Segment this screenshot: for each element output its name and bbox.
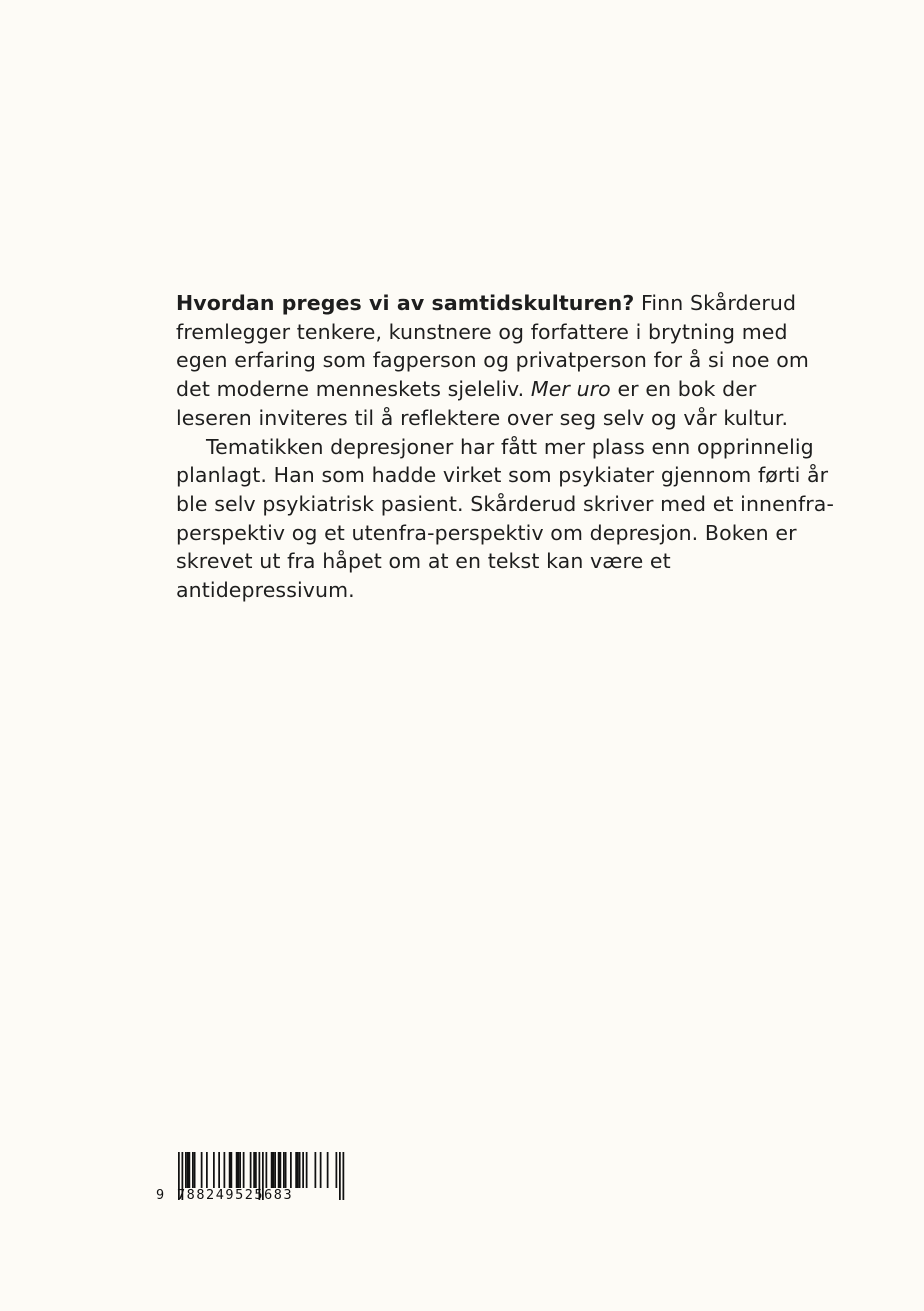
barcode-bar [243, 1152, 245, 1188]
barcode-bar [336, 1152, 338, 1188]
barcode-bar [320, 1152, 322, 1188]
isbn-number [156, 1185, 346, 1205]
barcode-bar [295, 1152, 297, 1188]
barcode-bar [238, 1152, 240, 1188]
barcode-bar [187, 1152, 189, 1188]
barcode-bar [274, 1152, 276, 1188]
barcode-bar [273, 1152, 275, 1188]
isbn-remaining-digits: 788249525683 [177, 1187, 294, 1203]
barcode-bar [290, 1152, 292, 1188]
barcode-bar [297, 1152, 299, 1188]
barcode-bar [229, 1152, 231, 1188]
barcode-bar [224, 1152, 226, 1188]
barcode-bar [201, 1152, 203, 1188]
barcode-bar [306, 1152, 308, 1188]
barcode-bar [218, 1152, 220, 1188]
blurb-lead-question: Hvordan preges vi av samtidskulturen? [176, 291, 635, 315]
barcode-bar [192, 1152, 194, 1188]
barcode-bar [327, 1152, 329, 1188]
blurb-text: er en bok der leseren inviteres til å reflektere over seg selv og vår kultur. [176, 377, 789, 430]
back-cover-blurb [176, 289, 836, 605]
barcode-bar [231, 1152, 233, 1188]
barcode-bar [255, 1152, 257, 1188]
barcode-bar [253, 1152, 255, 1188]
barcode-bar [278, 1152, 280, 1188]
book-title-italic: Mer uro [530, 377, 611, 402]
barcode-bar [185, 1152, 187, 1188]
barcode-bar [239, 1152, 241, 1188]
barcode-bar [285, 1152, 287, 1188]
barcode-bar [189, 1152, 191, 1188]
barcode-bar [213, 1152, 215, 1188]
blurb-text: Finn Skårderud fremlegger tenkere, kunstnere og forfattere i brytning med egen erfaring som fagperson og privatperson for å si noe om det moderne menneskets sjeleliv. [176, 291, 809, 402]
barcode-bar [302, 1152, 304, 1188]
barcode-bar [283, 1152, 285, 1188]
barcode-bar [299, 1152, 301, 1188]
blurb-paragraph-1 [176, 289, 836, 433]
isbn-first-digit: 9 [156, 1187, 165, 1203]
blurb-paragraph-2: Tematikken depresjoner har fått mer plass enn opprinnelig planlagt. Han som hadde virket som psykiater gjennom førti år ble selv psykiatrisk pasient. Skårderud skriver med et innenfra-perspektiv og et utenfra-perspektiv om depresjon. Boken er skrevet ut fra håpet om at en tekst kan være et antidepressivum. [176, 434, 834, 603]
barcode-bar [206, 1152, 208, 1188]
barcode-bar [271, 1152, 273, 1188]
barcode-bar [280, 1152, 282, 1188]
barcode-bar [194, 1152, 196, 1188]
barcode-bar [266, 1152, 268, 1188]
barcode-bar [236, 1152, 238, 1188]
barcode-bar [315, 1152, 317, 1188]
barcode-bar [250, 1152, 252, 1188]
